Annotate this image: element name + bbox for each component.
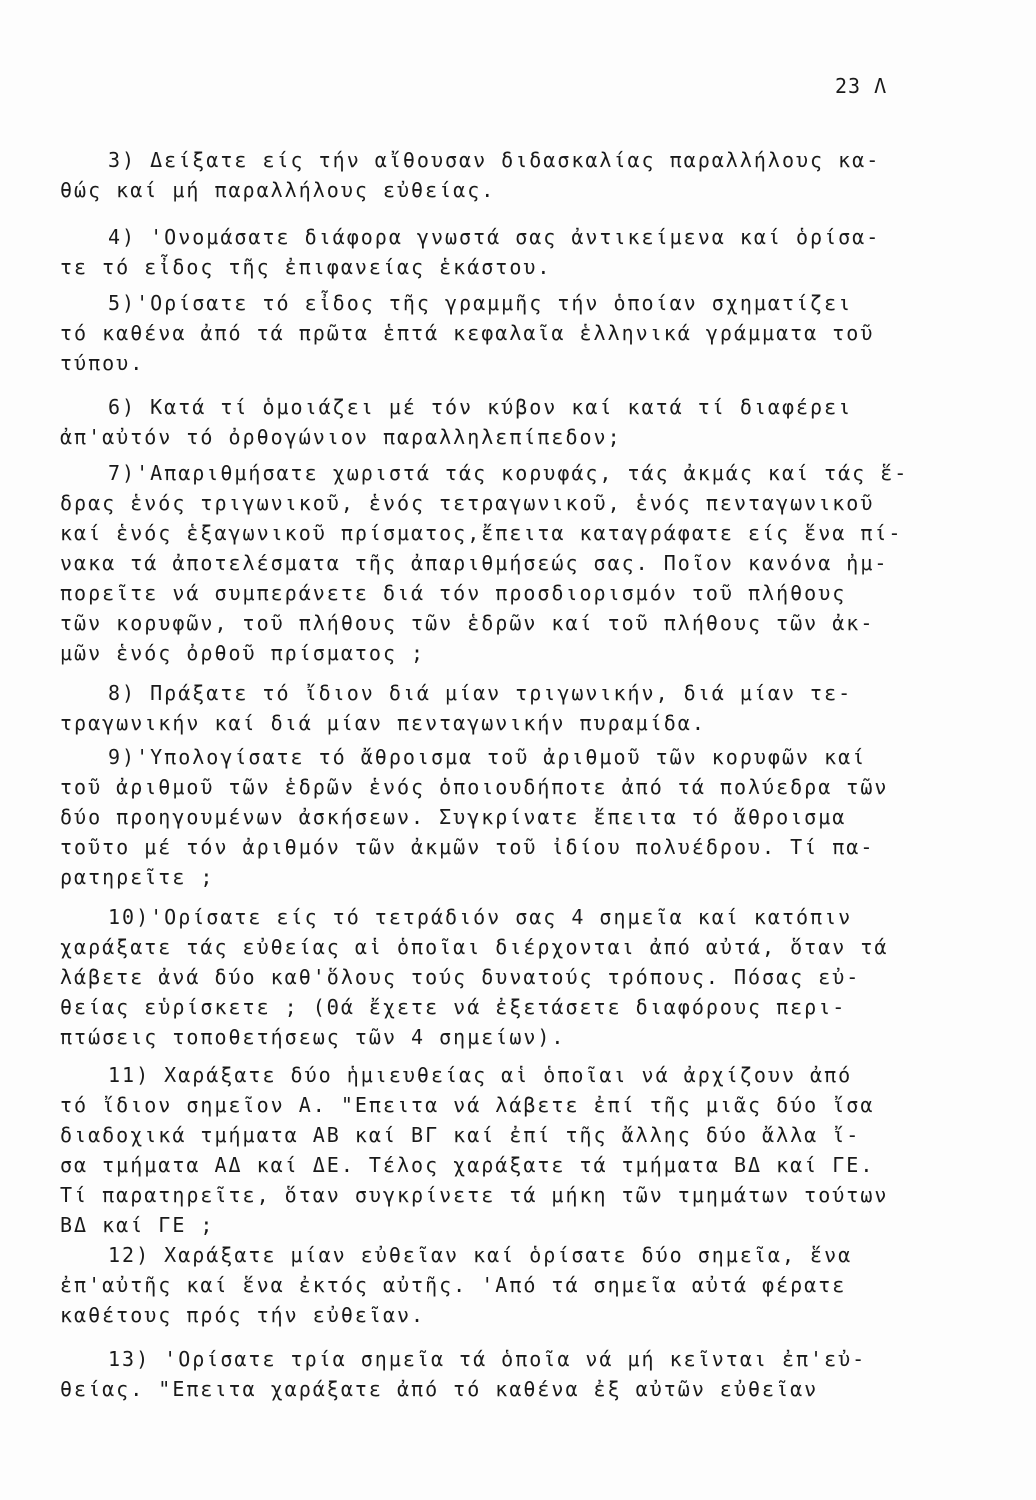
exercise-line: 9)'Υπολογίσατε τό ἄθροισμα τοῦ ἀριθμοῦ τῶν κορυφῶν καί [108, 745, 867, 769]
exercise-line: καθέτους πρός τήν εὐθεῖαν. [60, 1303, 426, 1327]
exercise-13 [60, 1344, 910, 1404]
exercise-10 [60, 902, 910, 1052]
exercise-9 [60, 742, 910, 892]
exercise-12 [60, 1240, 910, 1330]
exercise-line: νακα τά ἀποτελέσματα τῆς ἀπαριθμήσεώς σας. Ποῖον κανόνα ἠμ- [60, 551, 889, 575]
exercise-line: 3) Δείξατε είς τήν αἴθουσαν διδασκαλίας παραλλήλους κα- [108, 148, 881, 172]
exercise-line: πορεῖτε νά συμπεράνετε διά τόν προσδιορισμόν τοῦ πλήθους [60, 581, 847, 605]
exercise-line: θείας εὑρίσκετε ; (Θά ἔχετε νά ἐξετάσετε διαφόρους περι- [60, 995, 847, 1019]
exercise-line: 6) Κατά τί ὁμοιάζει μέ τόν κύβον καί κατά τί διαφέρει [108, 395, 853, 419]
exercise-7 [60, 458, 910, 668]
exercise-line: λάβετε ἀνά δύο καθ'ὅλους τούς δυνατούς τρόπους. Πόσας εὐ- [60, 965, 861, 989]
exercise-line: τό καθένα ἀπό τά πρῶτα ἑπτά κεφαλαῖα ἑλληνικά γράμματα τοῦ [60, 321, 875, 345]
exercise-line: καί ἑνός ἑξαγωνικοῦ πρίσματος,ἔπειτα καταγράφατε είς ἕνα πί- [60, 521, 903, 545]
exercise-line: χαράξατε τάς εὐθείας αἱ ὁποῖαι διέρχονται ἀπό αὐτά, ὅταν τά [60, 935, 889, 959]
exercise-line: τύπου. [60, 351, 145, 375]
exercise-line: θείας. "Επειτα χαράξατε ἀπό τό καθένα ἐξ αὐτῶν εὐθεῖαν [60, 1377, 819, 1401]
exercise-line: Τί παρατηρεῖτε, ὅταν συγκρίνετε τά μήκη τῶν τμημάτων τούτων [60, 1183, 889, 1207]
exercise-line: διαδοχικά τμήματα ΑΒ καί ΒΓ καί ἐπί τῆς ἄλλης δύο ἄλλα ἴ- [60, 1123, 861, 1147]
exercise-line: 4) 'Ονομάσατε διάφορα γνωστά σας ἀντικείμενα καί ὁρίσα- [108, 225, 881, 249]
exercise-line: ΒΔ καί ΓΕ ; [60, 1213, 215, 1237]
exercise-line: 5)'Ορίσατε τό εἶδος τῆς γραμμῆς τήν ὁποίαν σχηματίζει [108, 291, 853, 315]
exercise-11 [60, 1060, 910, 1240]
exercise-line: σα τμήματα ΑΔ καί ΔΕ. Τέλος χαράξατε τά τμήματα ΒΔ καί ΓΕ. [60, 1153, 875, 1177]
exercise-line: μῶν ἑνός ὀρθοῦ πρίσματος ; [60, 641, 426, 665]
exercise-line: 12) Χαράξατε μίαν εὐθεῖαν καί ὁρίσατε δύο σημεῖα, ἕνα [108, 1243, 853, 1267]
exercise-line: 7)'Απαριθμήσατε χωριστά τάς κορυφάς, τάς ἀκμάς καί τάς ἕ- [108, 461, 909, 485]
exercise-line: δύο προηγουμένων ἀσκήσεων. Συγκρίνατε ἔπειτα τό ἄθροισμα [60, 805, 847, 829]
page-number: 23 Λ [835, 74, 888, 98]
exercise-line: τοῦ ἀριθμοῦ τῶν ἑδρῶν ἑνός ὁποιουδήποτε ἀπό τά πολύεδρα τῶν [60, 775, 889, 799]
exercise-line: 11) Χαράξατε δύο ἡμιευθείας αἱ ὁποῖαι νά ἀρχίζουν ἀπό [108, 1063, 853, 1087]
exercise-line: ἀπ'αὐτόν τό ὀρθογώνιον παραλληλεπίπεδον; [60, 425, 622, 449]
exercise-8 [60, 678, 910, 738]
exercise-line: τε τό εἶδος τῆς ἐπιφανείας ἑκάστου. [60, 255, 552, 279]
exercise-line: δρας ἑνός τριγωνικοῦ, ἑνός τετραγωνικοῦ, ἑνός πενταγωνικοῦ [60, 491, 875, 515]
exercise-line: τό ἴδιον σημεῖον Α. "Επειτα νά λάβετε ἐπί τῆς μιᾶς δύο ἴσα [60, 1093, 875, 1117]
exercise-line: ρατηρεῖτε ; [60, 865, 215, 889]
exercise-line: ἐπ'αὐτῆς καί ἕνα ἐκτός αὐτῆς. 'Από τά σημεῖα αὐτά φέρατε [60, 1273, 847, 1297]
exercise-line: θώς καί μή παραλλήλους εὐθείας. [60, 178, 496, 202]
exercise-line: τῶν κορυφῶν, τοῦ πλήθους τῶν ἑδρῶν καί τοῦ πλήθους τῶν ἀκ- [60, 611, 875, 635]
exercise-6 [60, 392, 910, 452]
exercise-line: 10)'Ορίσατε είς τό τετράδιόν σας 4 σημεῖα καί κατόπιν [108, 905, 853, 929]
exercise-4 [60, 222, 910, 282]
exercise-line: πτώσεις τοποθετήσεως τῶν 4 σημείων). [60, 1025, 566, 1049]
exercise-line: τοῦτο μέ τόν ἀριθμόν τῶν ἀκμῶν τοῦ ἰδίου πολυέδρου. Τί πα- [60, 835, 875, 859]
exercise-3 [60, 145, 910, 205]
exercise-line: 8) Πράξατε τό ἴδιον διά μίαν τριγωνικήν, διά μίαν τε- [108, 681, 853, 705]
exercise-5 [60, 288, 910, 378]
exercise-line: τραγωνικήν καί διά μίαν πενταγωνικήν πυραμίδα. [60, 711, 706, 735]
exercise-line: 13) 'Ορίσατε τρία σημεῖα τά ὁποῖα νά μή κεῖνται ἐπ'εὐ- [108, 1347, 867, 1371]
